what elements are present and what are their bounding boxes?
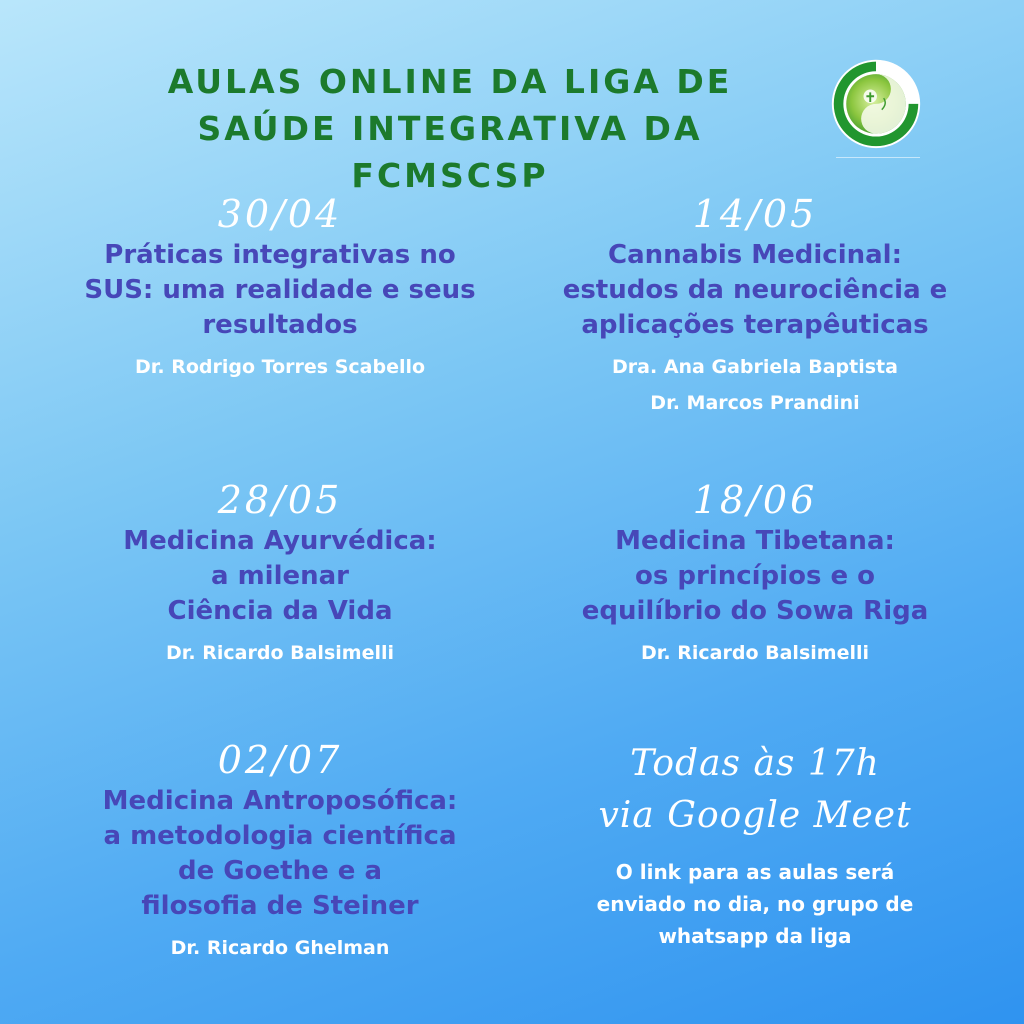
lesson-card-1 <box>50 192 510 385</box>
lesson-date: 02/07 <box>217 738 343 782</box>
lesson-title: Práticas integrativas no SUS: uma realidade e seus resultados <box>84 240 476 340</box>
link-note: O link para as aulas será enviado no dia, no grupo de whatsapp da liga <box>596 860 914 948</box>
lesson-date: 28/05 <box>217 478 343 522</box>
lesson-date: 14/05 <box>692 192 818 236</box>
page-title <box>120 58 780 199</box>
lesson-speaker: Dr. Ricardo Balsimelli <box>166 642 394 664</box>
lesson-speaker: Dra. Ana Gabriela Baptista <box>612 356 898 378</box>
lesson-card-5 <box>50 738 510 966</box>
schedule-time: Todas às 17h <box>630 743 880 784</box>
schedule-info <box>525 738 985 952</box>
lesson-title: Medicina Tibetana: os princípios e o equilíbrio do Sowa Riga <box>581 526 929 626</box>
logo-divider <box>836 157 920 158</box>
lesson-title: Medicina Ayurvédica: a milenar Ciência da Vida <box>123 526 437 626</box>
lesson-title: Cannabis Medicinal: estudos da neurociência e aplicações terapêuticas <box>562 240 948 340</box>
lesson-speaker: Dr. Ricardo Ghelman <box>170 937 390 959</box>
lesson-speaker: Dr. Ricardo Balsimelli <box>641 642 869 664</box>
lesson-card-2 <box>525 192 985 421</box>
lesson-date: 30/04 <box>217 192 343 236</box>
lesson-speaker: Dr. Rodrigo Torres Scabello <box>134 356 426 378</box>
lesson-date: 18/06 <box>692 478 818 522</box>
lesson-card-4 <box>525 478 985 671</box>
lesson-title: Medicina Antroposófica: a metodologia científica de Goethe e a filosofia de Steiner <box>102 786 458 921</box>
page-title-line1: AULAS ONLINE DA LIGA DE <box>167 62 733 101</box>
lesson-speaker: Dr. Marcos Prandini <box>650 392 860 414</box>
page-title-line2: SAÚDE INTEGRATIVA DA FCMSCSP <box>197 109 703 195</box>
lesson-card-3 <box>50 478 510 671</box>
schedule-platform: via Google Meet <box>598 795 912 836</box>
liga-logo-icon <box>828 54 924 150</box>
